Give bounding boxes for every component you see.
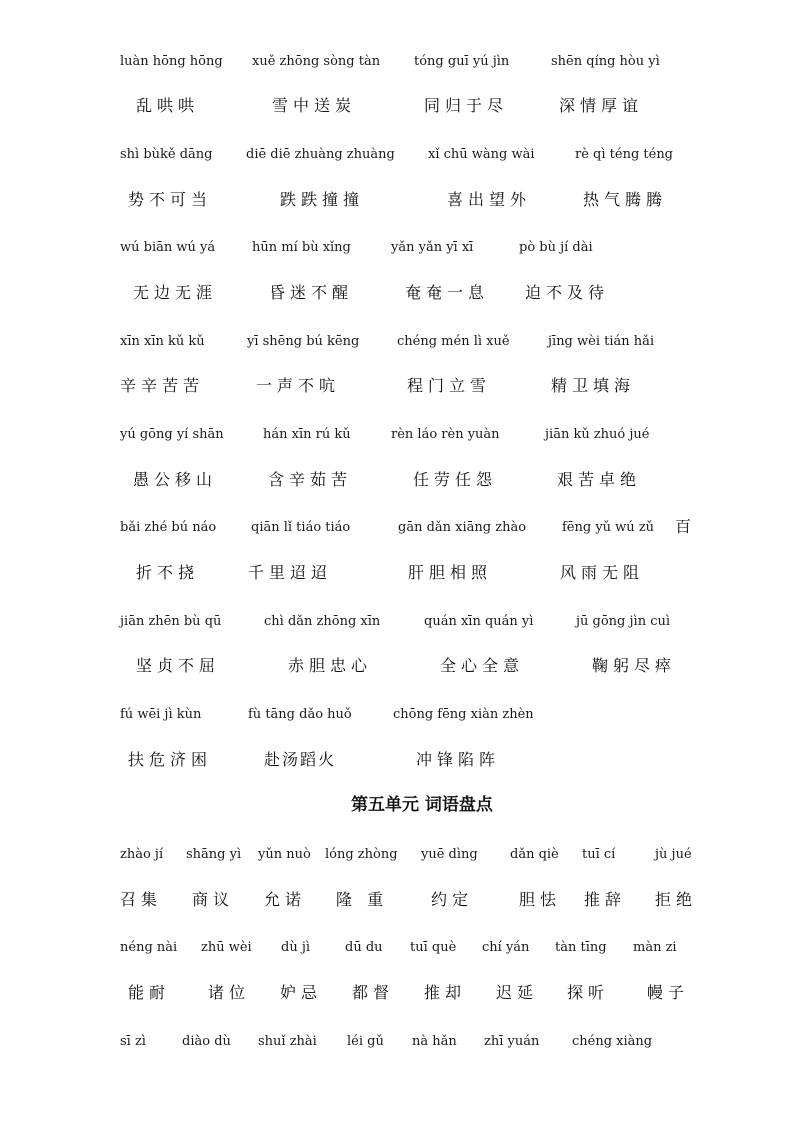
pinyin: chéng mén lì xuě [397,334,510,349]
pinyin: sī zì [120,1034,146,1049]
pinyin: jū gōng jìn cuì [576,614,671,629]
vocab-word: 昏迷不醒 [269,283,354,302]
pinyin: hūn mí bù xǐng [252,240,351,255]
pinyin: gān dǎn xiāng zhào [398,520,527,535]
pinyin: tuī cí [582,847,616,862]
vocab-word: 喜出望外 [447,190,532,209]
vocab-word: 探听 [567,983,610,1002]
vocab-word: 幔子 [647,983,690,1002]
vocab-word: 全心全意 [440,656,525,675]
pinyin: jiān kǔ zhuó jué [545,427,650,442]
pinyin: luàn hōng hōng [120,54,223,69]
vocab-word: 推却 [424,983,467,1002]
vocab-word: 鞠躬尽瘁 [592,656,677,675]
pinyin: shì bùkě dāng [120,147,213,162]
pinyin: yī shēng bú kēng [247,334,360,349]
vocab-word: 辛辛苦苦 [120,376,205,395]
pinyin: tuī què [410,940,457,955]
vocab-word: 拒绝 [655,890,698,909]
vocab-word: 坚贞不屈 [136,656,221,675]
pinyin: chéng xiàng [572,1034,653,1049]
vocab-word: 肝胆相照 [408,563,493,582]
pinyin: dù jì [281,940,311,955]
pinyin: yǎn yǎn yī xī [391,240,474,255]
vocab-word: 深情厚谊 [559,96,644,115]
pinyin: xīn xīn kǔ kǔ [120,334,205,349]
vocab-word: 妒忌 [280,983,323,1002]
pinyin: chōng fēng xiàn zhèn [393,707,534,722]
pinyin: shāng yì [186,847,242,862]
vocab-word: 势不可当 [128,190,213,209]
pinyin: dǎn qiè [510,847,559,862]
vocab-word: 程门立雪 [407,376,492,395]
vocab-word: 能耐 [128,983,171,1002]
pinyin: fù tāng dǎo huǒ [248,707,352,722]
vocab-word: 推辞 [584,890,627,909]
pinyin: fēng yǔ wú zǔ [562,520,655,535]
vocab-word: 商议 [192,890,235,909]
pinyin: bǎi zhé bú náo [120,520,217,535]
pinyin: zhào jí [120,847,164,862]
vocab-word: 热气腾腾 [583,190,668,209]
vocab-word: 召集 [120,890,163,909]
pinyin: rè qì téng téng [575,147,674,162]
pinyin: tóng guī yú jìn [414,54,510,69]
pinyin: qiān lǐ tiáo tiáo [251,520,351,535]
pinyin: wú biān wú yá [120,240,216,255]
pinyin: zhū wèi [201,940,252,955]
pinyin: quán xīn quán yì [424,614,534,629]
vocab-word: 愚公移山 [133,470,218,489]
pinyin: jù jué [655,847,692,862]
vocab-word: 都督 [352,983,395,1002]
pinyin: pò bù jí dài [519,240,593,255]
vocab-word: 允诺 [264,890,307,909]
pinyin: xǐ chū wàng wài [428,147,535,162]
section-title: 第五单元 词语盘点 [351,795,493,815]
vocab-word: 精卫填海 [551,376,636,395]
vocab-word: 迫不及待 [525,283,610,302]
pinyin: dū du [345,940,383,955]
pinyin: jīng wèi tián hǎi [548,334,655,349]
vocab-word: 奄奄一息 [405,283,490,302]
vocab-word: 冲锋陷阵 [416,750,501,769]
vocab-word: 赤胆忠心 [288,656,373,675]
pinyin: rèn láo rèn yuàn [391,427,500,442]
vocab-word: 约定 [431,890,474,909]
pinyin: màn zi [633,940,677,955]
pinyin: léi gǔ [347,1034,384,1049]
pinyin: yǔn nuò [258,847,311,862]
vocab-word: 一声不吭 [256,376,341,395]
pinyin: shuǐ zhài [258,1034,317,1049]
pinyin: chì dǎn zhōng xīn [264,614,381,629]
pinyin: yú gōng yí shān [120,427,224,442]
pinyin: néng nài [120,940,178,955]
vocab-word: 百 [675,517,697,536]
vocab-word: 扶危济困 [128,750,213,769]
vocab-word: 千里迢迢 [248,563,333,582]
vocab-word: 诸位 [208,983,251,1002]
pinyin: xuě zhōng sòng tàn [252,54,381,69]
pinyin: hán xīn rú kǔ [263,427,351,442]
pinyin: chí yán [482,940,530,955]
vocab-word: 跌跌撞撞 [280,190,365,209]
pinyin: fú wēi jì kùn [120,707,202,722]
pinyin: shēn qíng hòu yì [551,54,660,69]
vocab-word: 同归于尽 [424,96,509,115]
vocab-word: 无边无涯 [133,283,218,302]
vocab-word: 折不挠 [136,563,200,582]
vocab-word: 胆怯 [519,890,562,909]
pinyin: jiān zhēn bù qū [120,614,222,629]
pinyin: diào dù [182,1034,231,1049]
vocab-word: 迟延 [496,983,539,1002]
pinyin: yuē dìng [421,847,478,862]
vocab-word: 艰苦卓绝 [557,470,642,489]
pinyin: nà hǎn [412,1034,457,1049]
vocab-word: 雪中送炭 [272,96,357,115]
pinyin: zhī yuán [484,1034,540,1049]
pinyin: tàn tīng [555,940,607,955]
pinyin: diē diē zhuàng zhuàng [246,147,395,162]
vocab-word: 任劳任怨 [413,470,498,489]
vocab-word: 风雨无阻 [560,563,645,582]
vocab-word: 乱哄哄 [136,96,200,115]
vocab-word: 隆 重 [336,890,389,909]
vocab-word: 赴汤蹈火 [264,750,337,769]
vocab-word: 含辛茹苦 [268,470,353,489]
pinyin: lóng zhòng [325,847,398,862]
